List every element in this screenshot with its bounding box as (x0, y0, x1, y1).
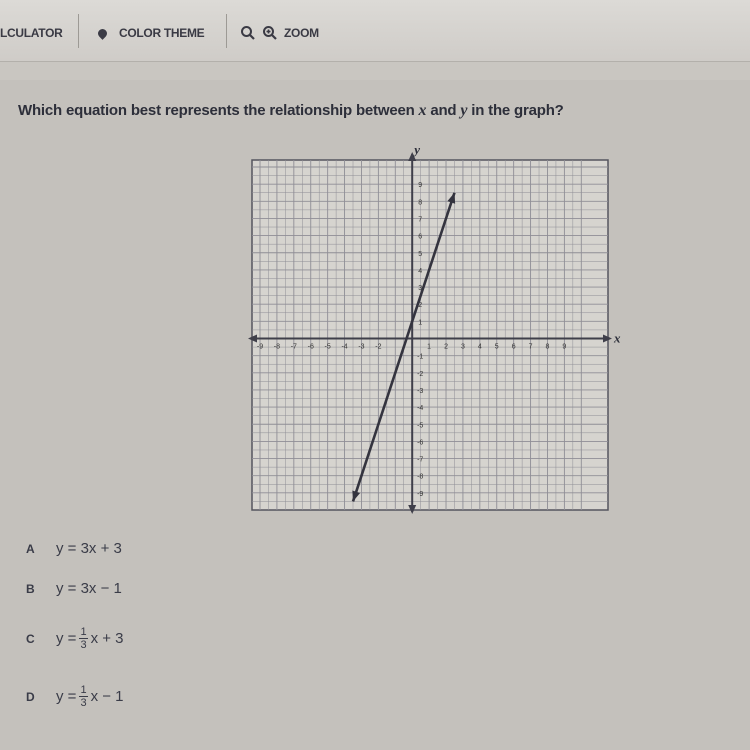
x-tick-label: -5 (324, 343, 331, 351)
y-axis-label: y (414, 142, 420, 157)
x-tick-label: -9 (256, 343, 264, 351)
choice-equation: y = 3x + 3 (56, 540, 122, 557)
choice-letter: D (26, 689, 35, 704)
y-tick-label: 6 (418, 233, 423, 241)
choice-letter: A (26, 541, 35, 556)
y-tick-label: 5 (418, 250, 423, 258)
color-theme-button[interactable] (96, 22, 204, 44)
y-tick-label: 8 (418, 199, 423, 207)
fraction-numerator: 1 (80, 684, 87, 696)
y-tick-label: -3 (417, 387, 424, 395)
fraction (79, 684, 87, 709)
y-tick-label: -5 (417, 422, 424, 430)
y-tick-label: -1 (417, 353, 424, 361)
fraction-numerator: 1 (80, 626, 87, 638)
zoom-control[interactable] (240, 22, 319, 44)
y-tick-label: 1 (418, 319, 423, 327)
zoom-label: ZOOM (284, 26, 319, 40)
toolbar (0, 0, 750, 62)
choice-equation: y = 3x − 1 (56, 580, 122, 597)
y-tick-label: 7 (418, 216, 423, 224)
x-tick-label: 8 (545, 343, 550, 351)
x-tick-label: 5 (494, 343, 499, 351)
y-tick-label: -6 (417, 439, 424, 447)
x-tick-label: 3 (460, 343, 465, 351)
choice-letter: B (26, 581, 35, 596)
choice-a[interactable] (26, 540, 122, 557)
color-theme-label: COLOR THEME (119, 26, 205, 40)
fraction-denominator: 3 (80, 697, 87, 709)
choice-rhs: x + 3 (90, 630, 124, 647)
calculator-label: LCULATOR (0, 26, 63, 40)
y-tick-label: -2 (417, 370, 424, 378)
choice-d[interactable] (26, 684, 124, 709)
choice-b[interactable] (26, 580, 122, 597)
y-tick-label: 9 (418, 182, 423, 190)
x-tick-label: 9 (562, 343, 567, 351)
y-tick-label: -4 (417, 405, 424, 413)
fraction-denominator: 3 (80, 639, 87, 651)
y-tick-label: 3 (418, 285, 423, 293)
y-tick-label: -7 (417, 456, 424, 464)
choice-letter: C (26, 631, 35, 646)
y-tick-label: 2 (418, 302, 423, 310)
x-tick-label: 2 (444, 343, 448, 351)
x-tick-label: -8 (273, 343, 281, 351)
x-tick-label: 1 (427, 343, 432, 351)
zoom-out-icon[interactable] (240, 25, 256, 41)
x-tick-label: 6 (511, 343, 516, 351)
x-tick-label: -6 (307, 343, 314, 351)
choice-c[interactable] (26, 626, 124, 651)
y-tick-label: -9 (417, 490, 424, 498)
graph-frame (252, 160, 608, 510)
x-tick-label: -7 (290, 343, 297, 351)
zoom-in-icon[interactable] (262, 25, 278, 41)
choice-rhs: x − 1 (90, 688, 124, 705)
x-tick-label: 4 (477, 343, 482, 351)
y-tick-label: -8 (417, 473, 424, 481)
toolbar-divider (78, 14, 79, 48)
toolbar-shadow (0, 62, 750, 80)
x-tick-label: -4 (341, 343, 348, 351)
x-tick-label: -2 (375, 343, 382, 351)
fraction (79, 626, 87, 651)
x-tick-label: 7 (528, 343, 533, 351)
calculator-button[interactable] (0, 22, 62, 44)
droplet-icon (96, 27, 109, 40)
choice-lhs: y = (56, 630, 77, 647)
x-axis-label: x (614, 330, 621, 346)
y-tick-label: 4 (418, 267, 423, 275)
graph-svg (248, 142, 621, 512)
choice-lhs: y = (56, 688, 77, 705)
coordinate-graph (248, 142, 621, 512)
toolbar-divider (226, 14, 227, 48)
question-text: Which equation best represents the relationship between x and y in the graph? (18, 102, 564, 119)
x-tick-label: -3 (358, 343, 365, 351)
